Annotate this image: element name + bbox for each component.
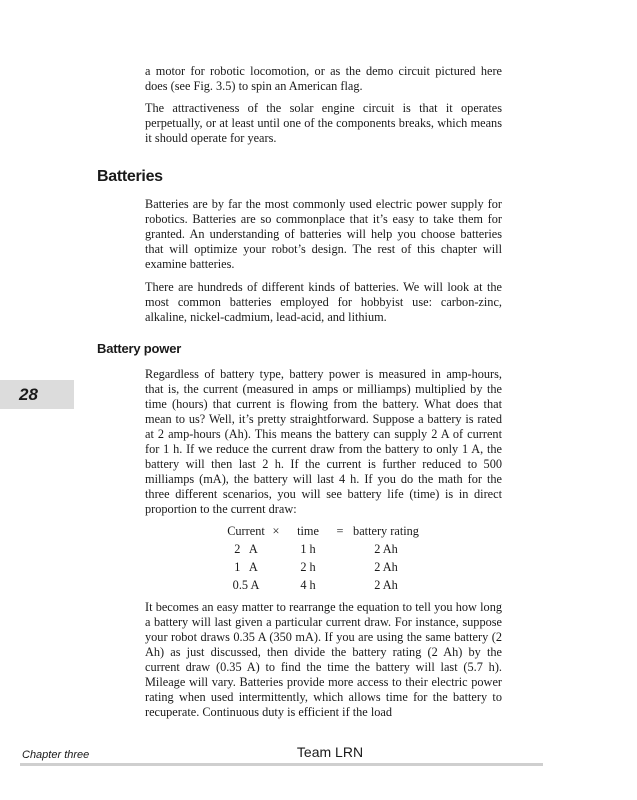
page-number-tab: 28 (0, 380, 74, 409)
paragraph-batteries-overview: Batteries are by far the most commonly used electric power supply for robotics. Batteries are so commonplace that it’s easy to take them for granted. An understanding of batteries will help you choose batteries that will optimize your robot’s design. The rest of this chapter will examine batteries. (145, 197, 502, 271)
footer-chapter-label: Chapter three (22, 749, 90, 761)
formula-cell-current: 2 A (234, 542, 258, 556)
heading-battery-power: Battery power (97, 341, 182, 356)
formula-header-rating: battery rating (353, 524, 419, 538)
formula-row (222, 558, 426, 576)
battery-rating-formula-table (222, 522, 426, 594)
formula-header-times: × (272, 524, 280, 538)
formula-cell-rating: 2 Ah (374, 578, 398, 592)
paragraph-intro-continued: a motor for robotic locomotion, or as the demo circuit pictured here does (see Fig. 3.5) to spin an American flag. (145, 64, 502, 93)
formula-cell-current: 1 A (234, 560, 258, 574)
formula-header-current: Current (227, 524, 265, 538)
footer-center-label: Team LRN (296, 744, 364, 760)
heading-batteries: Batteries (97, 168, 163, 185)
formula-header-time: time (297, 524, 319, 538)
formula-cell-time: 2 h (300, 560, 316, 574)
footer-divider (20, 763, 543, 766)
paragraph-amp-hours: Regardless of battery type, battery power is measured in amp-hours, that is, the current (measured in amps or milliamps) multiplied by the time (hours) that current is flowing from the battery. What does that mean to us? Well, it’s pretty straightforward. Suppose a battery is rated at 2 amp-hours (Ah). This means the battery can supply 2 A of current for 1 h. If we reduce the current draw from the battery to only 1 A, the battery will then last 2 h. If the current is further reduced to 500 milliamps (mA), the battery will last 4 h. If you do the math for the three different scenarios, you will see battery life (time) is in direct proportion to the current draw: (145, 367, 502, 516)
formula-cell-rating: 2 Ah (374, 560, 398, 574)
formula-cell-time: 4 h (300, 578, 316, 592)
formula-row (222, 540, 426, 558)
formula-header-row (222, 522, 426, 540)
formula-cell-time: 1 h (300, 542, 316, 556)
paragraph-solar-engine: The attractiveness of the solar engine circuit is that it operates perpetually, or at least until one of the components breaks, which means it should operate for years. (145, 101, 502, 145)
formula-cell-current: 0.5 A (232, 578, 260, 592)
paragraph-rearrange-equation: It becomes an easy matter to rearrange the equation to tell you how long a battery will last given a particular current draw. For instance, suppose your robot draws 0.35 A (350 mA). If you are using the same battery (2 Ah) as just discussed, then divide the battery rating (2 Ah) by the current draw (0.35 A) to find the time the battery will last (5.7 h). Mileage will vary. Batteries provide more access to their electric power rating when used intermittently, which allows time for the battery to recuperate. Continuous duty is efficient if the load (145, 600, 502, 719)
formula-cell-rating: 2 Ah (374, 542, 398, 556)
formula-header-equals: = (336, 524, 344, 538)
formula-row (222, 576, 426, 594)
paragraph-battery-kinds: There are hundreds of different kinds of batteries. We will look at the most common batteries employed for hobbyist use: carbon-zinc, alkaline, nickel-cadmium, lead-acid, and lithium. (145, 280, 502, 324)
